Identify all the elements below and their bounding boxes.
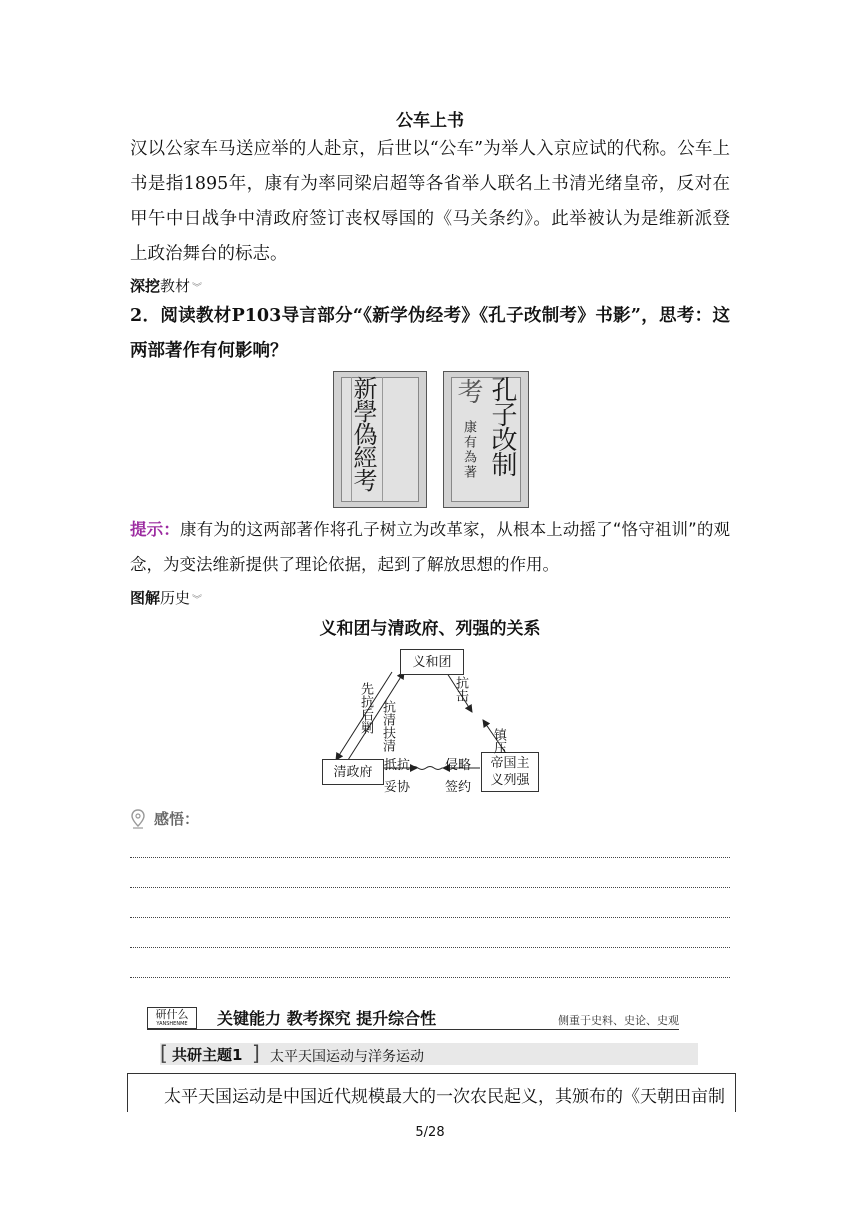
page-number: 5/28 <box>415 1125 445 1140</box>
bracket-right: ] <box>252 1041 260 1065</box>
answer-line-1[interactable] <box>130 857 730 858</box>
answer-line-4[interactable] <box>130 947 730 948</box>
banner-side-note: 侧重于史料、史论、史观 <box>558 1014 679 1027</box>
topic-bar <box>160 1043 698 1065</box>
label-left-outer: 先抗后剿 <box>358 682 373 734</box>
diagram-title: 义和团与清政府、列强的关系 <box>319 619 541 639</box>
node-imperial-label: 帝国主义列强 <box>490 756 530 788</box>
book2-author: 康有為著 <box>461 420 476 480</box>
reflection-heading <box>130 808 199 829</box>
book2-title: 孔子改制 <box>487 376 517 476</box>
bracket-left: [ <box>160 1041 168 1065</box>
question-text: 阅读教材P103导言部分“《新学伪经考》《孔子改制考》书影”，思考：这两部著作有何影响？ <box>130 306 730 361</box>
label-resist: 抵抗 <box>384 758 411 773</box>
arrow-qing-to-boxer <box>348 672 404 760</box>
question-number: 2． <box>130 306 161 326</box>
book-cover-xinxue <box>333 371 427 508</box>
banner-logo-sub: YANSHENME <box>156 1021 188 1027</box>
diagram-section-heading <box>130 587 202 608</box>
hint-paragraph <box>130 512 730 582</box>
topic-tag: 共研主题1 <box>172 1046 243 1064</box>
label-left-inner: 抗清扶清 <box>380 700 395 752</box>
book-cover-kongzi <box>443 371 529 508</box>
deep-dig-rest: 教材 <box>160 277 191 295</box>
section-banner <box>147 1005 679 1030</box>
node-qing: 清政府 <box>322 759 384 785</box>
diagram-section-rest: 历史 <box>160 589 191 607</box>
node-boxer: 义和团 <box>400 649 464 675</box>
question-2 <box>130 299 730 369</box>
banner-title: 关键能力 教考探究 提升综合性 <box>217 1009 437 1028</box>
label-right-bottom: 镇压 <box>491 728 506 754</box>
deep-dig-heading <box>130 275 202 296</box>
topic-box <box>127 1073 736 1112</box>
label-compromise: 妥协 <box>384 780 411 795</box>
location-pin-icon <box>130 809 146 829</box>
hint-label: 提示： <box>130 520 180 539</box>
label-right-top: 抗击 <box>453 676 468 702</box>
book1-title: 新學偽經考 <box>349 376 377 491</box>
deep-dig-bold: 深挖 <box>130 277 161 295</box>
answer-line-5[interactable] <box>130 977 730 978</box>
topic-paragraph: 太平天国运动是中国近代规模最大的一次农民起义，其颁布的《天朝田亩制 <box>164 1087 725 1107</box>
diagram-section-bold: 图解 <box>130 589 161 607</box>
answer-line-3[interactable] <box>130 917 730 918</box>
chevron-down-icon: ︾ <box>192 283 203 294</box>
section-paragraph: 汉以公家车马送应举的人赴京，后世以“公车”为举人入京应试的代称。公车上书是指1895年，康有为率同梁启超等各省举人联名上书清光绪皇帝，反对在甲午中日战争中清政府签订丧权辱国的《马关条约》。此举被认为是维新派登上政治舞台的标志。 <box>130 139 730 264</box>
reflection-label: 感悟： <box>154 810 200 828</box>
banner-logo-text: 研什么 <box>155 1008 189 1021</box>
answer-line-2[interactable] <box>130 887 730 888</box>
section-title: 公车上书 <box>396 111 464 131</box>
book2-kao: 考 <box>453 378 483 404</box>
hint-text: 康有为的这两部著作将孔子树立为改革家，从根本上动摇了“恪守祖训”的观念，为变法维新提供了理论依据，起到了解放思想的作用。 <box>130 520 730 574</box>
label-sign: 签约 <box>445 780 472 795</box>
topic-title: 太平天国运动与洋务运动 <box>270 1049 424 1065</box>
label-invade: 侵略 <box>445 758 472 773</box>
banner-logo <box>147 1007 197 1029</box>
node-imperial <box>481 752 539 792</box>
chevron-down-icon: ︾ <box>192 595 203 606</box>
